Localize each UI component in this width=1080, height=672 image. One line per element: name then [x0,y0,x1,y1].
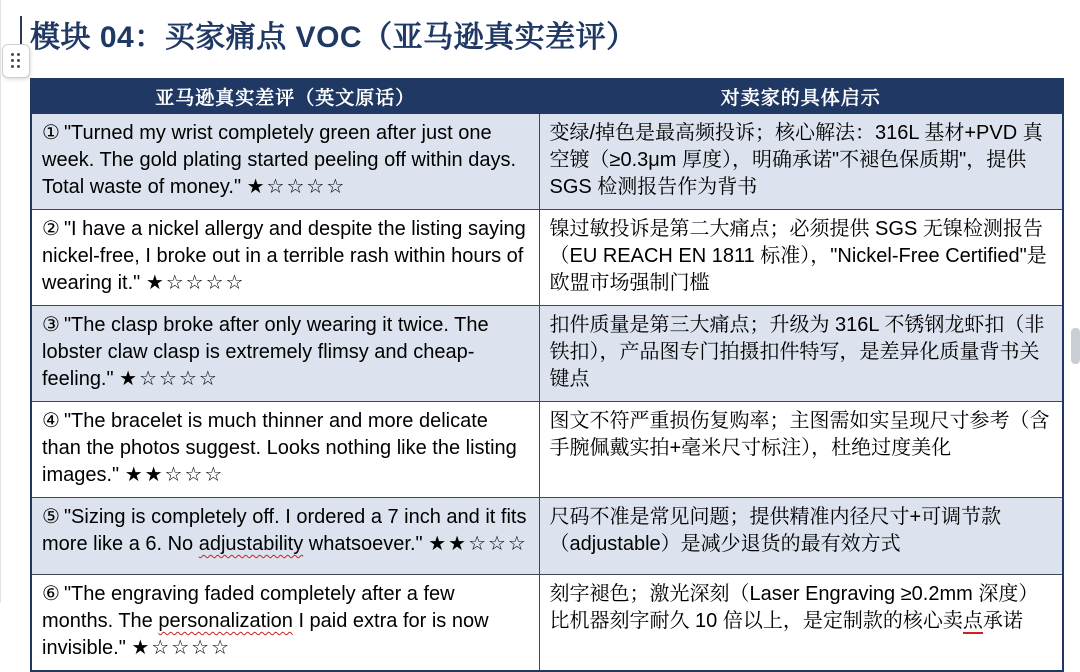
review-cell [31,575,539,672]
text-segment: 镍过敏投诉是第二大痛点；必须提供 SGS 无镍检测报告（EU REACH EN 1811 标准），"Nickel-Free Certified"是欧盟市场强制门槛 [549,218,1047,294]
review-number: ④ [42,410,60,432]
title-topic: 买家痛点 VOC（亚马逊真实差评） [164,21,637,54]
table-row [31,114,1063,210]
text-segment: 图文不符严重损伤复购率；主图需如实呈现尺寸参考（含手腕佩戴实拍+毫米尺寸标注），杜绝过度美化 [549,410,1050,459]
text-segment: 尺码不准是常见问题；提供精准内径尺寸+可调节款（adjustable）是减少退货的最有效方式 [549,506,1002,555]
text-segment: "The clasp broke after only wearing it twice. The lobster claw clasp is extremely flimsy and cheap-feeling." [42,314,489,390]
review-cell [31,498,539,575]
page-title [30,12,1050,56]
review-cell [31,402,539,498]
text-segment: 刻字褪色；激光深刻（Laser Engraving ≥0.2mm 深度）比机器刻字耐久 10 倍以上，是定制款的核心卖 [549,583,1039,632]
header-review-column: 亚马逊真实差评（英文原话） [31,79,539,114]
text-segment: "Turned my wrist completely green after just one week. The gold plating started peeling off within days. Total waste of money." [42,122,517,198]
table-row [31,210,1063,306]
text-segment: 承诺 [982,610,1023,632]
star-rating: ★★☆☆☆ [428,533,528,555]
slide-left-edge [0,0,1,603]
star-rating: ★☆☆☆☆ [246,176,347,198]
scrollbar-thumb[interactable] [1071,328,1080,364]
table-row [31,402,1063,498]
review-number: ② [42,218,60,240]
insight-cell [539,114,1063,210]
grip-dots-icon [11,53,21,69]
review-cell [31,306,539,402]
star-rating: ★★☆☆☆ [124,464,225,486]
star-rating: ★☆☆☆☆ [131,637,232,659]
text-segment: "The bracelet is much thinner and more delicate than the photos suggest. Looks nothing like the listing images." [42,410,517,486]
star-rating: ★☆☆☆☆ [145,272,246,294]
header-insight-column: 对卖家的具体启示 [539,79,1063,114]
text-segment: "Sizing is completely off. I ordered a 7 inch and it fits more like a 6. No [42,506,527,555]
table-row [31,498,1063,575]
insight-cell [539,306,1063,402]
insight-cell [539,210,1063,306]
voc-table [30,78,1064,672]
review-number: ③ [42,314,60,336]
text-segment: "The engraving faded completely after a few months. The [42,583,455,632]
table-row [31,306,1063,402]
spellcheck-marked-word: adjustability [198,533,304,555]
grip-handle-icon[interactable] [2,44,30,78]
insight-cell [539,402,1063,498]
spellcheck-marked-word: personalization [158,610,293,632]
spellcheck-marked-word: 点 [962,610,983,632]
review-number: ⑤ [42,506,60,528]
text-segment: I paid extra for is now invisible." [42,610,489,659]
table-header-row [31,79,1063,114]
table-row [31,575,1063,672]
review-number: ⑥ [42,583,60,605]
review-number: ① [42,122,60,144]
insight-cell [539,498,1063,575]
title-module: 模块 04： [30,21,165,54]
text-segment: 扣件质量是第三大痛点；升级为 316L 不锈钢龙虾扣（非铁扣），产品图专门拍摄扣件特写，是差异化质量背书关键点 [549,314,1045,390]
review-cell [31,210,539,306]
insight-cell [539,575,1063,672]
text-segment: whatsoever." [303,533,429,555]
review-cell [31,114,539,210]
star-rating: ★☆☆☆☆ [119,368,219,390]
text-segment: 变绿/掉色是最高频投诉；核心解法：316L 基材+PVD 真空镀（≥0.3μm 厚度），明确承诺"不褪色保质期"，提供 SGS 检测报告作为背书 [549,122,1043,198]
text-segment: "I have a nickel allergy and despite the listing saying nickel-free, I broke out in a terrible rash within hours of wearing it." [42,218,526,294]
